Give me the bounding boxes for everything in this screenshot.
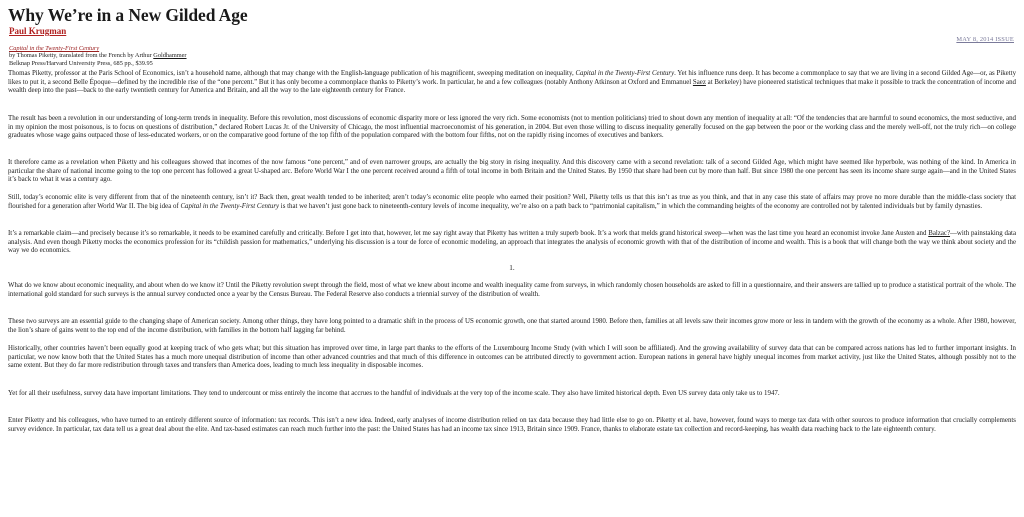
book-byline: by Thomas Piketty, translated from the French by Arthur [9, 52, 154, 60]
paragraph-10: Enter Piketty and his colleagues, who have turned to an entirely different source of information: tax records. This isn’t a new idea. Indeed, early analyses of income distribution relied on tax data because they had little else to go on. Piketty et al. have, however, found ways to merge tax data with other sources to produce information that crucially complements survey evidence. In particular, tax data tell us a great deal about the elite. And tax-based estimates can reach much further into the past: the United States has had an income tax since 1913, Britain since 1909. France, thanks to elaborate estate tax collection and record-keeping, has wealth data reaching back to the late eighteenth century. [8, 417, 1016, 433]
paragraph-7: These two surveys are an essential guide to the changing shape of American society. Among other things, they have long pointed to a dramatic shift in the process of US economic growth, one that started around 1980. Before then, families at all levels saw their incomes grow more or less in tandem with the growth of the economy as a whole. After 1980, however, the lion’s share of gains went to the top end of the income distribution, with families in the bottom half lagging far behind. [8, 318, 1016, 334]
book-info [9, 45, 187, 67]
book-title-link[interactable]: Capital in the Twenty-First Century [9, 45, 100, 52]
author-link[interactable]: Paul Krugman [9, 26, 67, 36]
paragraph-6: What do we know about economic inequality, and about when do we know it? Until the Piketty revolution swept through the field, most of what we knew about income and wealth inequality came from surveys, in which randomly chosen households are asked to fill in a questionnaire, and their answers are tallied up to produce a statistical portrait of the whole. The international gold standard for such surveys is the annual survey conducted once a year by the Census Bureau. The Federal Reserve also conducts a triennial survey of the distribution of wealth. [8, 282, 1016, 298]
saez-link[interactable]: Saez [692, 78, 706, 86]
article-title: Why We’re in a New Gilded Age [8, 5, 248, 25]
balzac-link[interactable]: Balzac? [928, 230, 951, 237]
paragraph-9: Yet for all their usefulness, survey data have important limitations. They tend to undercount or miss entirely the income that accrues to the handful of individuals at the very top of the income scale. They also have limited historical depth. Even US survey data only take us to 1947. [8, 390, 780, 397]
paragraph-3: It therefore came as a revelation when Piketty and his colleagues showed that incomes of the now famous “one percent,” and of even narrower groups, are actually the big story in rising inequality. And this discovery came with a second revelation: talk of a second Gilded Age, which might have seemed like hyperbole, was nothing of the kind. In America in particular the share of national income going to the top one percent has followed a great U-shaped arc. Before World War I the one percent received around a fifth of total income in both Britain and the United States. By 1950 that share had been cut by more than half. But since 1980 the one percent has seen its income share surge again—and in the United States it’s back to what it was a century ago. [8, 159, 1016, 184]
paragraph-1: Thomas Piketty, professor at the Paris School of Economics, isn’t a household name, although that may change with the English-language publication of his magnificent, sweeping meditation on inequality, Capital in the Twenty-First Century. Yet his influence runs deep. It has become a commonplace to say that we are living in a second Gilded Age—or, as Piketty likes to put it, a second Belle Époque—defined by the incredible rise of the “one percent.” But it has only become a commonplace thanks to Piketty’s work. In particular, he and a few colleagues (notably Anthony Atkinson at Oxford and Emmanuel Saez at Berkeley) have pioneered statistical techniques that make it possible to track the concentration of income and wealth deep into the past—back to the early twentieth century for America and Britain, and all the way to the late eighteenth century for France. [8, 70, 1017, 95]
book-publisher: Belknap Press/Harvard University Press, 685 pp., $39.95 [9, 59, 153, 67]
paragraph-8: Historically, other countries haven’t been equally good at keeping track of who gets what; but this situation has improved over time, in large part thanks to the efforts of the Luxembourg Income Study (with which I will soon be affiliated). And the growing availability of survey data that can be compared across nations has led to further important insights. In particular, we now know both that the United States has a much more unequal distribution of income than other advanced countries and that much of this difference in outcomes can be attributed directly to government action. European nations in general have highly unequal incomes from market activity, just like the United States, although possibly not to the same extent. But they do far more redistribution through taxes and transfers than America does, leading to much less inequality in disposable incomes. [8, 345, 1016, 370]
article-page [8, 5, 1017, 433]
issue-date-link[interactable]: MAY 8, 2014 ISSUE [956, 36, 1014, 43]
paragraph-5: It’s a remarkable claim—and precisely because it’s so remarkable, it needs to be examined carefully and critically. Before I get into that, however, let me say right away that Piketty has written a truly superb book. It’s a work that melds grand historical sweep—when was the last time you heard an economist invoke Jane Austen and Balzac?—with painstaking data analysis. And even though Piketty mocks the economics profession for its “childish passion for mathematics,” underlying his discussion is a tour de force of economic modeling, an approach that integrates the analysis of economic growth with that of the distribution of income and wealth. This is a book that will change both the way we think about society and the way we do economics. [8, 230, 1016, 255]
paragraph-2: The result has been a revolution in our understanding of long-term trends in inequality. Before this revolution, most discussions of economic disparity more or less ignored the very rich. Some economists (not to mention politicians) tried to shout down any mention of inequality at all: “Of the tendencies that are harmful to sound economics, the most seductive, and in my opinion the most poisonous, is to focus on questions of distribution,” declared Robert Lucas Jr. of the University of Chicago, the most influential macroeconomist of his generation, in 2004. But even those willing to discuss inequality generally focused on the gap between the poor or the working class and the merely well-off, not the truly rich—on college graduates whose wage gains outpaced those of less-educated workers, or on the comparative good fortune of the top fifth of the population compared with the bottom four fifths, not on the rapidly rising incomes of executives and bankers. [8, 115, 1016, 140]
book-title-italic: Capital in the Twenty-First Century [180, 202, 280, 210]
paragraph-4: Still, today’s economic elite is very different from that of the nineteenth century, isn’t it? Back then, great wealth tended to be inherited; aren’t today’s economic elite people who earned their position? Well, Piketty tells us that this isn’t as true as you think, and that in any case this state of affairs may prove no more durable than the middle-class society that flourished for a generation after World War II. The big idea of Capital in the Twenty-First Century is that we haven’t just gone back to nineteenth-century levels of income inequality, we’re also on a path back to “patrimonial capitalism,” in which the commanding heights of the economy are controlled not by talented individuals but by family dynasties. [8, 194, 1016, 210]
book-title-italic: Capital in the Twenty-First Century [575, 70, 675, 77]
section-marker: 1. [509, 264, 515, 272]
translator-link[interactable]: Goldhammer [153, 52, 187, 60]
